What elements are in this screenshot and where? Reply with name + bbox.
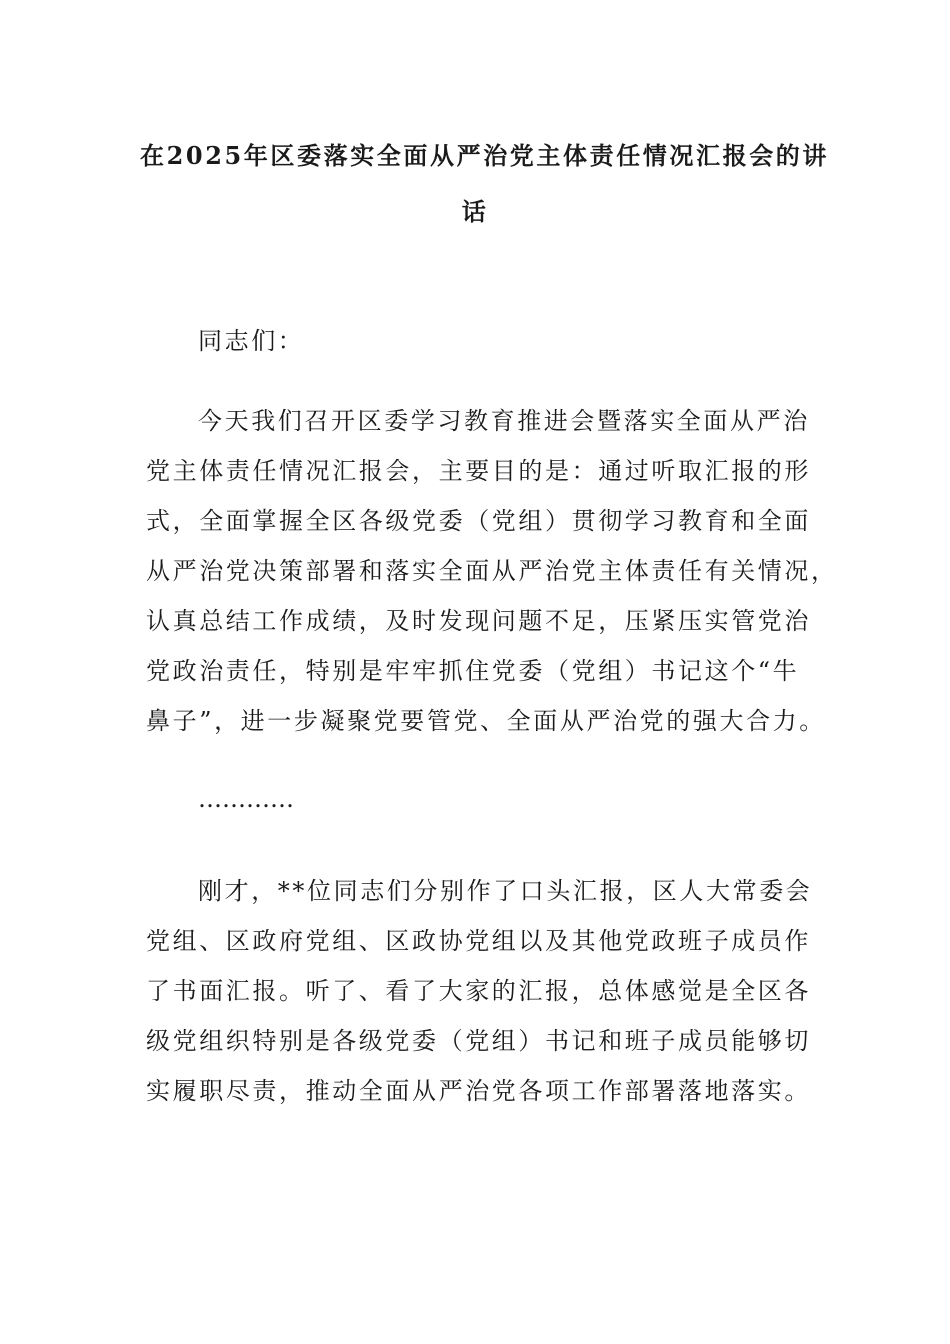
paragraph-1-line: 党政治责任，特别是牢牢抓住党委（党组）书记这个“牛 [146,657,800,685]
paragraph-2-line: 党组、区政府党组、区政协党组以及其他党政班子成员作 [146,927,811,955]
paragraph-1-line: 鼻子”，进一步凝聚党要管党、全面从严治党的强大合力。 [146,707,826,735]
paragraph-2 [146,866,813,1116]
ellipsis-separator [146,774,800,824]
paragraph-2-line: 刚才，**位同志们分别作了口头汇报，区人大常委会 [198,877,813,905]
title-line-2: 话 [461,197,489,226]
paragraph-1-line: 党主体责任情况汇报会，主要目的是：通过听取汇报的形 [146,457,811,485]
paragraph-1-line: 式，全面掌握全区各级党委（党组）贯彻学习教育和全面 [146,507,811,535]
title-line-1: 在2025年区委落实全面从严治党主体责任情况汇报会的讲 [140,141,829,170]
salutation-text: 同志们： [198,327,305,355]
paragraph-1-line: 认真总结工作成绩，及时发现问题不足，压紧压实管党治 [146,607,811,635]
ellipsis-text: ………… [198,785,294,813]
paragraph-1-line: 今天我们召开区委学习教育推进会暨落实全面从严治 [198,407,810,435]
document-title [140,128,829,240]
paragraph-2-line: 实履职尽责，推动全面从严治党各项工作部署落地落实。 [146,1077,811,1105]
paragraph-1-line: 从严治党决策部署和落实全面从严治党主体责任有关情况， [146,557,838,585]
paragraph-2-line: 了书面汇报。听了、看了大家的汇报，总体感觉是全区各 [146,977,811,1005]
salutation [146,316,800,366]
paragraph-2-line: 级党组织特别是各级党委（党组）书记和班子成员能够切 [146,1027,811,1055]
paragraph-1 [146,396,838,746]
